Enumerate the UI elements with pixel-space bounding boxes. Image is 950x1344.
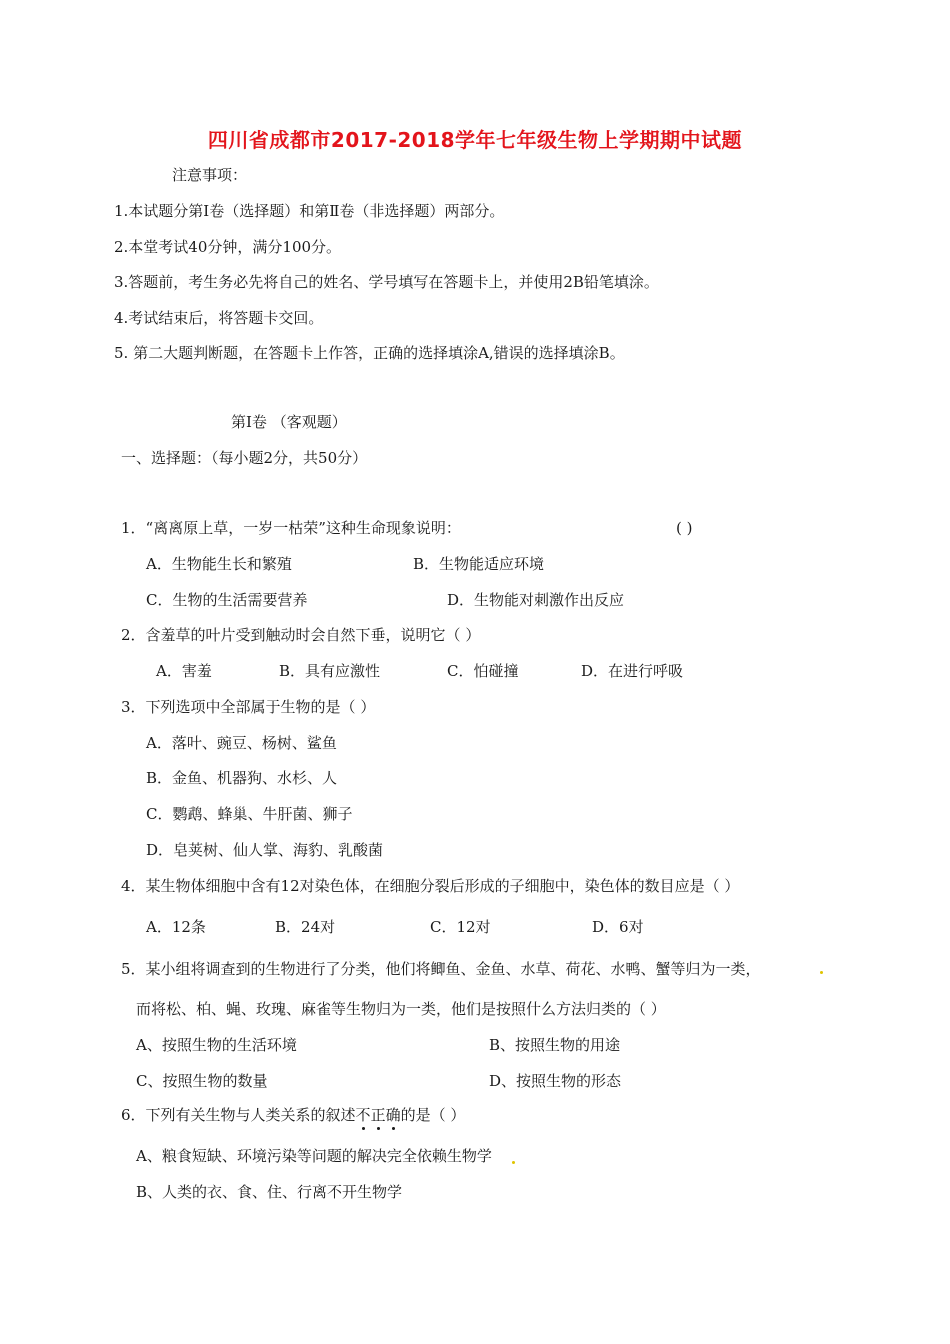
q6-stem-start: 6．下列有关生物与人类关系的叙述 — [121, 1106, 356, 1124]
q3-option-b: B．金鱼、机器狗、水杉、人 — [146, 769, 338, 787]
q2-option-a: A．害羞 — [156, 662, 212, 680]
q3-option-a: A．落叶、豌豆、杨树、鲨鱼 — [146, 734, 337, 752]
notice-item-4: 4.考试结束后，将答题卡交回。 — [114, 309, 324, 327]
q6-option-b: B、人类的衣、食、住、行离不开生物学 — [136, 1183, 403, 1201]
q3-stem: 3．下列选项中全部属于生物的是（ ） — [121, 698, 376, 716]
volume-heading: 第Ⅰ卷 （客观题） — [231, 413, 347, 431]
notice-item-1: 1.本试题分第Ⅰ卷（选择题）和第Ⅱ卷（非选择题）两部分。 — [114, 202, 505, 220]
q6-stem — [121, 1105, 465, 1125]
q1-option-a: A．生物能生长和繁殖 — [146, 555, 292, 573]
q2-stem: 2．含羞草的叶片受到触动时会自然下垂，说明它（ ） — [121, 626, 481, 644]
q2-option-c: C．怕碰撞 — [447, 662, 519, 680]
q6-emphasis-char-2: 正 — [370, 1106, 386, 1124]
q3-option-c: C．鹦鹉、蜂巢、牛肝菌、狮子 — [146, 805, 353, 823]
q4-option-a: A．12条 — [146, 918, 206, 936]
q2-option-d: D．在进行呼吸 — [581, 662, 684, 680]
q6-emphasis-char-1: 不 — [355, 1106, 371, 1124]
q6-emphasis-char-3: 确 — [385, 1106, 401, 1124]
notice-item-5: 5. 第二大题判断题，在答题卡上作答，正确的选择填涂A,错误的选择填涂B。 — [114, 344, 625, 362]
notice-item-3: 3.答题前，考生务必先将自己的姓名、学号填写在答题卡上，并使用2B铅笔填涂。 — [114, 273, 659, 291]
part-heading: 一、选择题：（每小题2分，共50分） — [121, 449, 368, 467]
notice-item-2: 2.本堂考试40分钟，满分100分。 — [114, 238, 342, 256]
q5-option-b: B、按照生物的用途 — [489, 1036, 621, 1054]
q5-option-d: D、按照生物的形态 — [489, 1072, 622, 1090]
q6-stem-end: 的是（ ） — [400, 1106, 466, 1124]
q3-option-d: D．皂荚树、仙人掌、海豹、乳酸菌 — [146, 841, 384, 859]
q6-option-a: A、粮食短缺、环境污染等问题的解决完全依赖生物学 — [136, 1147, 492, 1165]
margin-mark — [820, 971, 823, 974]
q5-option-c: C、按照生物的数量 — [136, 1072, 268, 1090]
q4-option-c: C．12对 — [430, 918, 491, 936]
q4-option-b: B．24对 — [275, 918, 336, 936]
q5-stem-line-1: 5．某小组将调查到的生物进行了分类，他们将鲫鱼、金鱼、水草、荷花、水鸭、蟹等归为一类， — [121, 960, 761, 978]
margin-mark — [512, 1161, 515, 1164]
notice-heading: 注意事项： — [172, 166, 248, 184]
q1-option-c: C．生物的生活需要营养 — [146, 591, 308, 609]
q2-option-b: B．具有应激性 — [279, 662, 381, 680]
q1-stem: 1．“离离原上草，一岁一枯荣”这种生命现象说明： — [121, 519, 461, 537]
q5-stem-line-2: 而将松、柏、蝇、玫瑰、麻雀等生物归为一类，他们是按照什么方法归类的（ ） — [136, 1000, 666, 1018]
q1-option-b: B．生物能适应环境 — [413, 555, 545, 573]
q5-option-a: A、按照生物的生活环境 — [136, 1036, 297, 1054]
q1-option-d: D．生物能对刺激作出反应 — [447, 591, 625, 609]
q4-stem: 4．某生物体细胞中含有12对染色体，在细胞分裂后形成的子细胞中，染色体的数目应是（ ） — [121, 877, 740, 895]
q1-answer-paren: ( ) — [676, 519, 693, 537]
q4-option-d: D．6对 — [592, 918, 644, 936]
page-title: 四川省成都市2017-2018学年七年级生物上学期期中试题 — [207, 128, 743, 152]
